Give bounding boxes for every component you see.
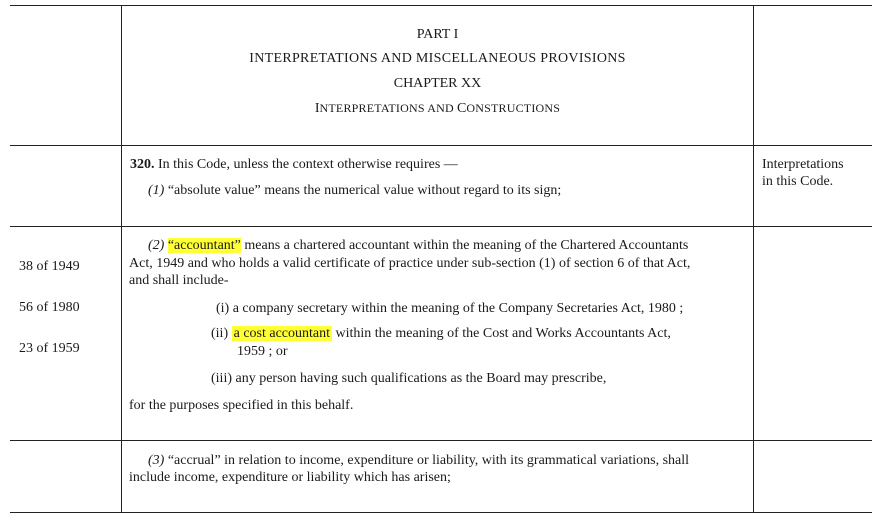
col-divider-right	[753, 5, 754, 513]
subtitle-rest-2: ONSTRUCTIONS	[466, 101, 561, 115]
item-ii-line-2: 1959 ; or	[237, 344, 288, 359]
part-heading: PART I	[416, 27, 459, 42]
clause-2-line-1	[148, 238, 688, 254]
item-iii: (iii) any person having such qualifications as the Board may prescribe,	[211, 371, 607, 386]
clause-1	[148, 183, 561, 199]
row-divider-1	[10, 145, 872, 146]
left-ref-1: 38 of 1949	[19, 259, 80, 274]
clause-2-line-1-text: means a chartered accountant within the meaning of the Chartered Accountants	[244, 238, 689, 253]
part-title: INTERPRETATIONS AND MISCELLANEOUS PROVISIONS	[249, 51, 626, 66]
clause-1-number: (1)	[148, 183, 165, 198]
term-accountant-highlight: “accountant”	[167, 238, 241, 253]
clause-2-number: (2)	[148, 238, 165, 253]
left-ref-3: 23 of 1959	[19, 341, 80, 356]
clause-3-line-2: include income, expenditure or liability which has arisen;	[129, 470, 451, 485]
clause-2-closing: for the purposes specified in this behalf.	[129, 398, 354, 413]
clause-1-text: “absolute value” means the numerical value without regard to its sign;	[167, 183, 562, 198]
section-intro	[130, 157, 458, 173]
margin-note-line-1: Interpretations	[762, 157, 844, 172]
subtitle-initial-2: C	[457, 101, 467, 116]
subtitle-initial-1: I	[314, 101, 320, 116]
clause-2-line-3: and shall include-	[129, 273, 229, 288]
row-divider-3	[10, 440, 872, 441]
clause-2-line-2: Act, 1949 and who holds a valid certificate of practice under sub-section (1) of section 6 of that Act,	[129, 256, 691, 271]
term-cost-accountant-highlight: a cost accountant	[233, 326, 331, 341]
chapter-subtitle	[122, 99, 753, 117]
row-divider-2	[10, 226, 872, 227]
left-ref-2: 56 of 1980	[19, 300, 80, 315]
clause-3-number: (3)	[148, 453, 165, 468]
subtitle-rest-1: NTERPRETATIONS AND	[319, 101, 458, 115]
chapter-heading: CHAPTER XX	[393, 76, 482, 91]
section-number: 320.	[130, 157, 155, 172]
item-ii	[211, 326, 671, 342]
clause-3-line-1-text: “accrual” in relation to income, expenditure or liability, with its grammatical variations, shall	[167, 453, 690, 468]
section-intro-text: In this Code, unless the context otherwise requires —	[158, 157, 458, 172]
margin-note-line-2: in this Code.	[762, 174, 834, 189]
clause-3-line-1	[148, 453, 689, 469]
table-bottom-border	[10, 512, 872, 513]
item-ii-number: (ii)	[211, 326, 229, 341]
item-ii-text: within the meaning of the Cost and Works Accountants Act,	[335, 326, 671, 341]
item-i: (i) a company secretary within the meaning of the Company Secretaries Act, 1980 ;	[216, 301, 684, 316]
table-top-border	[10, 5, 872, 6]
